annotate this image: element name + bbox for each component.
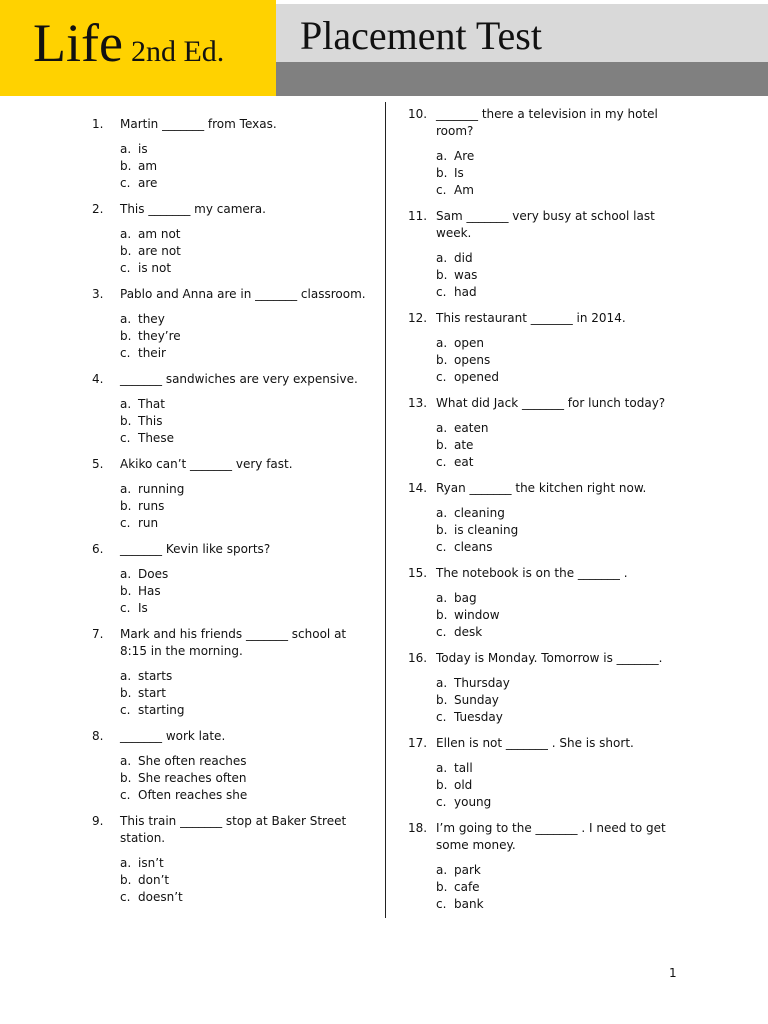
question-number: 18. — [408, 821, 428, 835]
option-letter: c. — [120, 890, 131, 904]
option-letter: c. — [436, 710, 447, 724]
answer-options — [436, 675, 673, 726]
option-text: Sunday — [454, 693, 499, 707]
question-number: 3. — [92, 287, 104, 301]
option-letter: c. — [120, 601, 131, 615]
answer-option — [120, 872, 372, 889]
question-number: 15. — [408, 566, 428, 580]
page-title: Placement Test — [300, 13, 542, 58]
question-item — [408, 650, 673, 726]
option-text: they’re — [138, 329, 181, 343]
answer-option — [120, 311, 372, 328]
question-text: This _______ my camera. — [120, 202, 266, 216]
question-text: Mark and his friends _______ school at 8:15 in the morning. — [120, 627, 347, 658]
option-letter: a. — [436, 421, 448, 435]
option-text: starts — [138, 669, 173, 683]
question-item — [408, 395, 673, 471]
option-text: doesn’t — [138, 890, 183, 904]
option-text: That — [138, 397, 165, 411]
answer-option — [436, 777, 673, 794]
answer-options — [120, 753, 372, 804]
option-text: Is — [454, 166, 464, 180]
question-number: 16. — [408, 651, 428, 665]
answer-options — [120, 566, 372, 617]
question-text: _______ work late. — [120, 729, 226, 743]
option-text: old — [454, 778, 473, 792]
option-letter: c. — [120, 176, 131, 190]
answer-option — [120, 481, 372, 498]
option-letter: b. — [120, 244, 132, 258]
question-number: 10. — [408, 107, 428, 121]
option-text: are — [138, 176, 158, 190]
option-letter: b. — [120, 159, 132, 173]
left-question-column — [92, 106, 372, 906]
answer-option — [120, 260, 372, 277]
option-letter: c. — [436, 370, 447, 384]
life-logo — [33, 13, 225, 73]
question-text: Today is Monday. Tomorrow is _______. — [436, 651, 663, 665]
option-text: did — [454, 251, 473, 265]
option-letter: a. — [436, 591, 448, 605]
option-text: bag — [454, 591, 477, 605]
option-text: run — [138, 516, 159, 530]
option-text: cafe — [454, 880, 480, 894]
option-text: is not — [138, 261, 172, 275]
question-text: Ryan _______ the kitchen right now. — [436, 481, 647, 495]
option-letter: a. — [120, 669, 132, 683]
option-letter: b. — [436, 693, 448, 707]
option-letter: c. — [436, 897, 447, 911]
question-number: 5. — [92, 457, 104, 471]
answer-option — [120, 243, 372, 260]
answer-option — [436, 862, 673, 879]
answer-option — [436, 505, 673, 522]
option-text: desk — [454, 625, 483, 639]
option-letter: c. — [436, 795, 447, 809]
question-number: 1. — [92, 117, 104, 131]
option-text: cleans — [454, 540, 493, 554]
option-letter: a. — [436, 761, 448, 775]
option-text: don’t — [138, 873, 170, 887]
answer-option — [436, 760, 673, 777]
answer-option — [120, 702, 372, 719]
answer-option — [120, 889, 372, 906]
answer-option — [120, 175, 372, 192]
option-letter: c. — [436, 183, 447, 197]
question-text: Pablo and Anna are in _______ classroom. — [120, 287, 366, 301]
option-text: cleaning — [454, 506, 505, 520]
option-text: had — [454, 285, 477, 299]
answer-options — [436, 148, 673, 199]
answer-option — [436, 590, 673, 607]
answer-option — [436, 539, 673, 556]
answer-option — [120, 141, 372, 158]
answer-option — [436, 284, 673, 301]
option-text: Does — [138, 567, 169, 581]
option-text: Is — [138, 601, 148, 615]
answer-option — [436, 352, 673, 369]
question-text: Akiko can’t _______ very fast. — [120, 457, 293, 471]
option-text: am not — [138, 227, 181, 241]
option-letter: a. — [120, 567, 132, 581]
question-item — [408, 208, 673, 301]
option-letter: b. — [120, 686, 132, 700]
question-text: _______ there a television in my hotel room? — [436, 107, 658, 138]
option-text: bank — [454, 897, 484, 911]
question-number: 14. — [408, 481, 428, 495]
option-text: eat — [454, 455, 474, 469]
option-text: Am — [454, 183, 474, 197]
option-text: park — [454, 863, 481, 877]
answer-options — [436, 862, 673, 913]
answer-option — [436, 250, 673, 267]
answer-option — [120, 668, 372, 685]
answer-option — [120, 498, 372, 515]
answer-option — [436, 896, 673, 913]
logo-main: Life — [33, 13, 123, 73]
option-text: starting — [138, 703, 185, 717]
option-text: Thursday — [454, 676, 510, 690]
answer-option — [120, 583, 372, 600]
option-text: opened — [454, 370, 499, 384]
answer-options — [120, 396, 372, 447]
option-letter: a. — [436, 863, 448, 877]
option-letter: c. — [120, 346, 131, 360]
option-letter: a. — [436, 149, 448, 163]
answer-options — [436, 420, 673, 471]
answer-option — [120, 787, 372, 804]
answer-option — [120, 226, 372, 243]
option-text: is cleaning — [454, 523, 519, 537]
answer-option — [120, 413, 372, 430]
option-text: was — [454, 268, 478, 282]
answer-option — [436, 879, 673, 896]
question-item — [92, 371, 372, 447]
question-text: The notebook is on the _______ . — [436, 566, 628, 580]
option-letter: b. — [436, 608, 448, 622]
option-letter: c. — [436, 540, 447, 554]
question-text: Sam _______ very busy at school last week. — [436, 209, 655, 240]
option-letter: a. — [436, 506, 448, 520]
question-item — [408, 480, 673, 556]
option-letter: a. — [120, 482, 132, 496]
option-letter: c. — [120, 788, 131, 802]
option-text: tall — [454, 761, 473, 775]
question-text: _______ sandwiches are very expensive. — [120, 372, 358, 386]
option-text: She reaches often — [138, 771, 247, 785]
option-text: they — [138, 312, 165, 326]
question-item — [92, 541, 372, 617]
option-text: Are — [454, 149, 475, 163]
page-number: 1 — [669, 966, 677, 980]
option-text: ate — [454, 438, 474, 452]
option-text: am — [138, 159, 158, 173]
question-item — [408, 820, 673, 913]
answer-option — [436, 692, 673, 709]
question-item — [92, 728, 372, 804]
answer-option — [436, 709, 673, 726]
answer-options — [120, 226, 372, 277]
option-text: eaten — [454, 421, 489, 435]
answer-option — [120, 685, 372, 702]
answer-option — [436, 624, 673, 641]
option-text: are not — [138, 244, 181, 258]
question-number: 11. — [408, 209, 428, 223]
answer-options — [436, 250, 673, 301]
question-number: 13. — [408, 396, 428, 410]
question-number: 2. — [92, 202, 104, 216]
answer-options — [436, 505, 673, 556]
option-letter: b. — [436, 880, 448, 894]
option-letter: b. — [436, 438, 448, 452]
answer-option — [120, 345, 372, 362]
answer-option — [436, 335, 673, 352]
answer-options — [120, 481, 372, 532]
answer-option — [436, 182, 673, 199]
answer-option — [436, 794, 673, 811]
option-text: is — [138, 142, 148, 156]
option-letter: b. — [436, 778, 448, 792]
option-letter: b. — [120, 873, 132, 887]
option-letter: b. — [120, 414, 132, 428]
option-letter: b. — [436, 268, 448, 282]
option-letter: b. — [436, 353, 448, 367]
answer-option — [436, 675, 673, 692]
option-letter: b. — [120, 329, 132, 343]
answer-option — [436, 369, 673, 386]
option-text: Has — [138, 584, 161, 598]
option-letter: b. — [120, 584, 132, 598]
question-item — [92, 456, 372, 532]
header-dark-band — [276, 62, 768, 96]
option-text: isn’t — [138, 856, 164, 870]
option-text: young — [454, 795, 492, 809]
option-text: Tuesday — [454, 710, 503, 724]
answer-option — [120, 430, 372, 447]
answer-options — [436, 590, 673, 641]
question-number: 12. — [408, 311, 428, 325]
logo-edition: 2nd Ed. — [130, 35, 225, 68]
option-text: runs — [138, 499, 165, 513]
answer-options — [120, 141, 372, 192]
question-item — [408, 310, 673, 386]
option-letter: c. — [120, 431, 131, 445]
option-letter: a. — [120, 397, 132, 411]
answer-option — [436, 454, 673, 471]
question-number: 7. — [92, 627, 104, 641]
answer-option — [436, 437, 673, 454]
option-letter: c. — [436, 625, 447, 639]
option-letter: c. — [120, 703, 131, 717]
question-text: This train _______ stop at Baker Street station. — [120, 814, 347, 845]
question-item — [408, 565, 673, 641]
question-item — [92, 286, 372, 362]
option-text: their — [138, 346, 166, 360]
question-number: 8. — [92, 729, 104, 743]
question-text: Ellen is not _______ . She is short. — [436, 736, 634, 750]
answer-option — [120, 396, 372, 413]
right-question-column — [408, 106, 673, 913]
question-item — [92, 201, 372, 277]
answer-option — [436, 607, 673, 624]
answer-option — [436, 165, 673, 182]
answer-option — [120, 753, 372, 770]
question-item — [92, 116, 372, 192]
answer-options — [120, 855, 372, 906]
question-item — [92, 813, 372, 906]
option-letter: a. — [120, 142, 132, 156]
answer-options — [436, 760, 673, 811]
option-letter: b. — [436, 166, 448, 180]
answer-option — [436, 420, 673, 437]
answer-option — [120, 855, 372, 872]
option-letter: c. — [436, 455, 447, 469]
option-letter: a. — [436, 336, 448, 350]
question-number: 4. — [92, 372, 104, 386]
option-text: These — [138, 431, 174, 445]
option-letter: c. — [436, 285, 447, 299]
option-letter: a. — [436, 676, 448, 690]
answer-options — [436, 335, 673, 386]
answer-option — [120, 770, 372, 787]
option-letter: b. — [120, 771, 132, 785]
question-text: Martin _______ from Texas. — [120, 117, 277, 131]
question-number: 6. — [92, 542, 104, 556]
option-text: opens — [454, 353, 491, 367]
option-letter: a. — [120, 856, 132, 870]
option-text: She often reaches — [138, 754, 247, 768]
option-text: start — [138, 686, 166, 700]
question-item — [92, 626, 372, 719]
answer-option — [436, 267, 673, 284]
option-letter: a. — [436, 251, 448, 265]
question-item — [408, 106, 673, 199]
question-text: I’m going to the _______ . I need to get some money. — [436, 821, 666, 852]
answer-option — [120, 515, 372, 532]
option-letter: a. — [120, 227, 132, 241]
option-letter: a. — [120, 754, 132, 768]
option-letter: a. — [120, 312, 132, 326]
answer-option — [120, 566, 372, 583]
question-text: _______ Kevin like sports? — [120, 542, 271, 556]
option-letter: b. — [120, 499, 132, 513]
answer-option — [436, 522, 673, 539]
option-letter: b. — [436, 523, 448, 537]
question-number: 9. — [92, 814, 104, 828]
answer-option — [120, 158, 372, 175]
question-item — [408, 735, 673, 811]
answer-option — [436, 148, 673, 165]
question-text: This restaurant _______ in 2014. — [436, 311, 626, 325]
option-letter: c. — [120, 516, 131, 530]
option-text: Often reaches she — [138, 788, 248, 802]
option-text: This — [138, 414, 163, 428]
answer-options — [120, 668, 372, 719]
answer-option — [120, 600, 372, 617]
option-text: window — [454, 608, 500, 622]
answer-options — [120, 311, 372, 362]
option-letter: c. — [120, 261, 131, 275]
option-text: running — [138, 482, 185, 496]
answer-option — [120, 328, 372, 345]
option-text: open — [454, 336, 484, 350]
question-number: 17. — [408, 736, 428, 750]
question-text: What did Jack _______ for lunch today? — [436, 396, 666, 410]
column-divider — [385, 102, 386, 918]
